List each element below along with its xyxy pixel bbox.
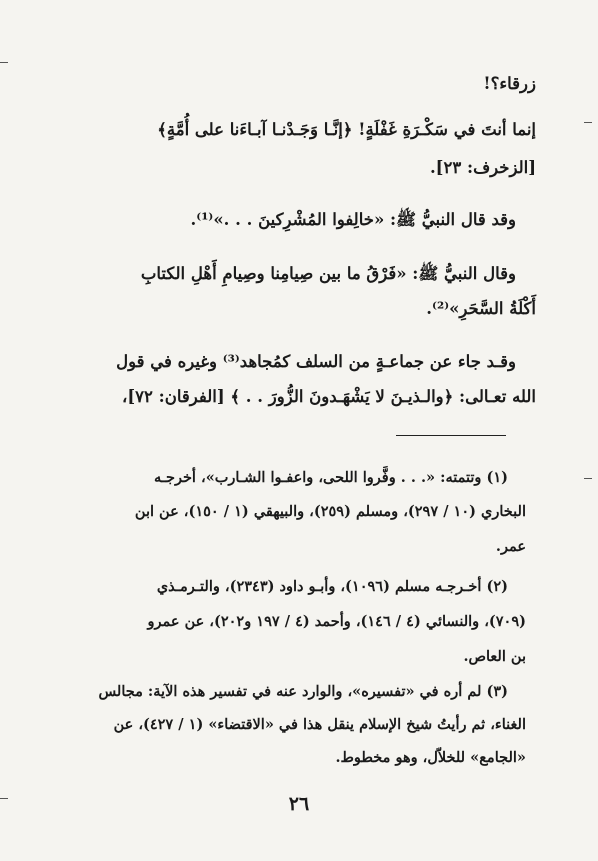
body-line: وقال النبيُّ ﷺ: «فَرْقُ ما بين صِيامِنا وصِيامِ أَهْلِ الكتابِ [140, 264, 516, 283]
footnote-line: (١) وتتمته: «. . . وفَّروا اللحى، واعفـوا الشـارب»، أخرجـه [153, 469, 508, 486]
scan-mark [584, 122, 592, 123]
body-line: إنما أنتَ في سَكْـرَةِ غَفْلَةٍ! ﴿إنَّـا وَجَـدْنـا آبـاءَنا على أُمَّةٍ﴾ [157, 120, 536, 139]
footnote-separator [396, 435, 506, 436]
footnote-line: (٧٠٩)، والنسائي (٤ / ١٤٦)، وأحمد (٤ / ١٩٧ و٢٠٢)، عن عمرو [147, 613, 526, 630]
body-line: زرقاء؟! [483, 74, 536, 93]
footnote-line: الغناء، ثم رأيتُ شيخ الإسلام ينقل هذا في «الاقتضاء» (١ / ٤٢٧)، عن [113, 716, 526, 733]
footnote-line: عمر. [495, 538, 526, 555]
footnote-line: (٢) أخـرجـه مسلم (١٠٩٦)، وأبـو داود (٢٣٤٣)، والتـرمـذي [156, 578, 508, 595]
scan-mark [0, 62, 8, 63]
footnote-line: «الجامع» للخلاّل، وهو مخطوط. [335, 749, 526, 766]
page-number: ٢٦ [288, 793, 310, 815]
body-line: [الزخرف: ٢٣]. [429, 158, 536, 177]
body-line: وقـد جاء عن جماعـةٍ من السلف كمُجاهد⁽³⁾ وغيره في قول [116, 352, 516, 371]
body-line: وقد قال النبيُّ ﷺ: «خالِفوا المُشْرِكينَ . . .»⁽¹⁾. [190, 210, 516, 229]
scan-mark [584, 478, 592, 479]
footnote-line: البخاري (١٠ / ٢٩٧)، ومسلم (٢٥٩)، والبيهقي (١ / ١٥٠)، عن ابن [134, 503, 526, 520]
body-line: الله تعـالى: ﴿والـذيـنَ لا يَشْهَـدونَ الزُّورَ . . ﴾ [الفرقان: ٧٢]، [122, 387, 536, 406]
body-line: أَكْلَةُ السَّحَرِ»⁽²⁾. [426, 299, 536, 318]
footnote-line: (٣) لم أره في «تفسيره»، والوارد عنه في تفسير هذه الآية: مجالس [98, 683, 508, 700]
scan-mark [0, 798, 8, 799]
footnote-line: بن العاص. [463, 648, 526, 665]
